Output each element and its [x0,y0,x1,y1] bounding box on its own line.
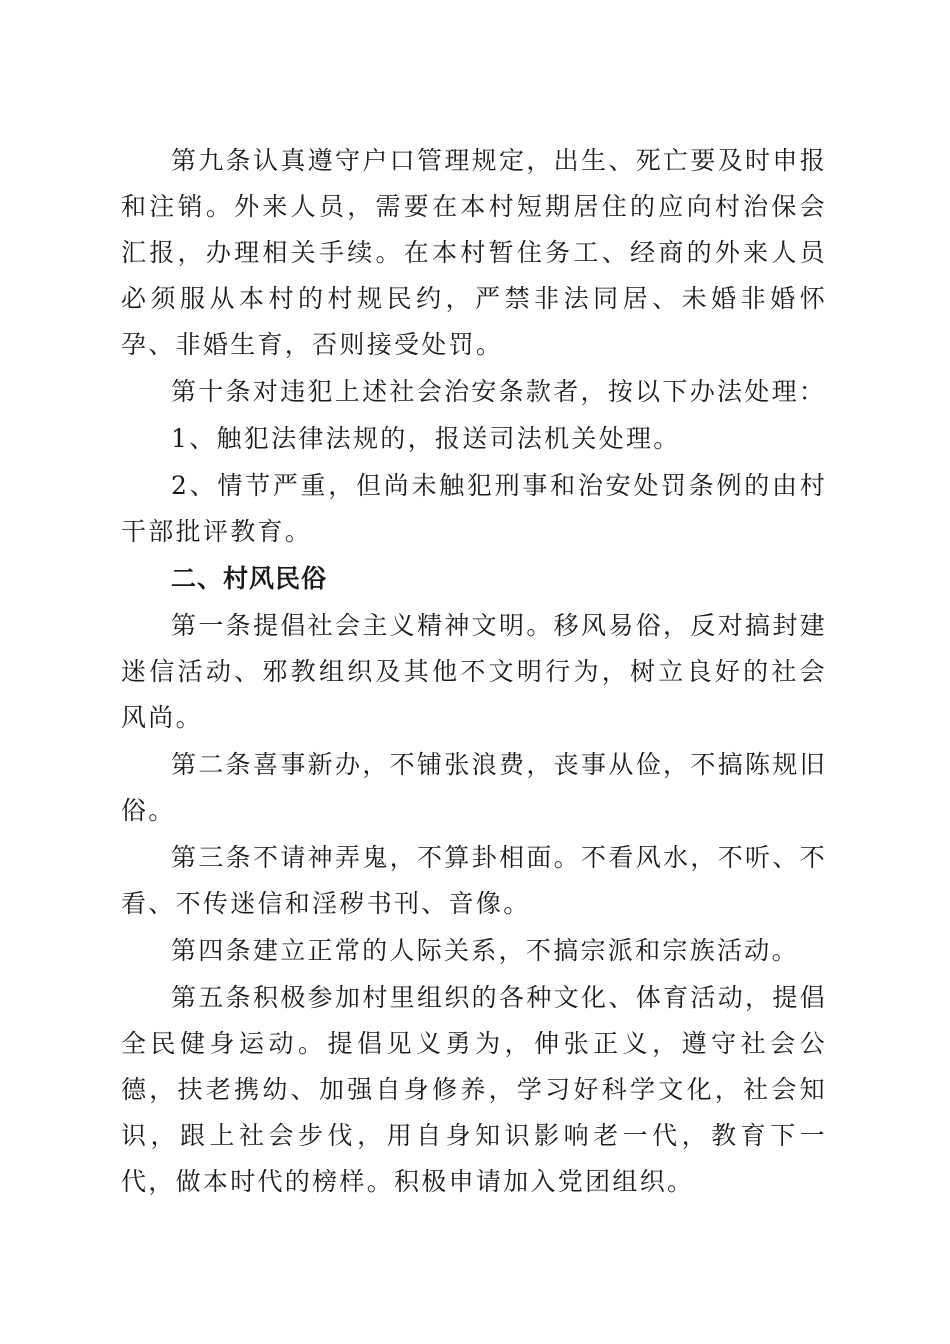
section2-article-4-paragraph: 第四条建立正常的人际关系，不搞宗派和宗族活动。 [171,936,799,965]
section2-article-1-paragraph: 第一条提倡社会主义精神文明。移风易俗，反对搞封建迷信活动、邪教组织及其他不文明行为，树立良好的社会风尚。 [121,611,827,732]
article-9-paragraph: 第九条认真遵守户口管理规定，出生、死亡要及时申报和注销。外来人员，需要在本村短期居住的应向村治保会汇报，办理相关手续。在本村暂住务工、经商的外来人员必须服从本村的村规民约，严禁非法同居、未婚非婚怀孕、非婚生育，否则接受处罚。 [121,146,827,359]
list-item-1: 1、触犯法律法规的，报送司法机关处理。 [171,424,681,453]
list-item-2: 2、情节严重，但尚未触犯刑事和治安处罚条例的由村干部批评教育。 [121,471,827,546]
document-body [121,138,827,1206]
section-heading-village-customs: 二、村风民俗 [171,564,328,593]
section2-article-5-paragraph: 第五条积极参加村里组织的各种文化、体育活动，提倡全民健身运动。提倡见义勇为，伸张正义，遵守社会公德，扶老携幼、加强自身修养，学习好科学文化，社会知识，跟上社会步伐，用自身知识影响老一代，教育下一代，做本时代的榜样。积极申请加入党团组织。 [121,983,827,1196]
section2-article-2-paragraph: 第二条喜事新办，不铺张浪费，丧事从俭，不搞陈规旧俗。 [121,750,827,825]
section2-article-3-paragraph: 第三条不请神弄鬼，不算卦相面。不看风水，不听、不看、不传迷信和淫秽书刊、音像。 [121,843,827,918]
article-10-paragraph: 第十条对违犯上述社会治安条款者，按以下办法处理： [171,377,827,406]
